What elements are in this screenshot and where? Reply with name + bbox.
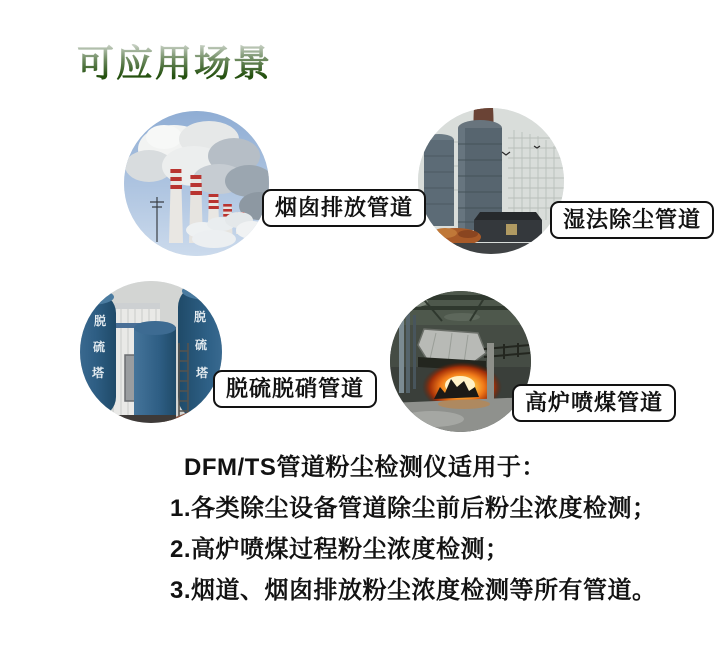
svg-text:塔: 塔 [92, 366, 105, 380]
photo-chimney-exhaust [124, 111, 269, 256]
roof-girders [390, 291, 531, 325]
description-heading: DFM/TS管道粉尘检测仪适用于： [184, 454, 546, 481]
photo-desulfurization [80, 281, 222, 423]
svg-text:脱: 脱 [194, 310, 207, 324]
photo-blast-furnace [390, 291, 531, 432]
blast-furnace-illustration [390, 291, 531, 432]
description-item-1: 1.各类除尘设备管道除尘前后粉尘浓度检测； [170, 495, 657, 522]
scenario-tag-wet-dedusting: 湿法除尘管道 [550, 201, 714, 239]
photo-wet-dedusting [418, 108, 564, 254]
smokestacks-illustration [124, 111, 269, 256]
center-tank [134, 321, 176, 415]
applicability-description [170, 453, 690, 606]
scenario-tag-chimney-exhaust: 烟囱排放管道 [262, 189, 426, 227]
svg-text:硫: 硫 [93, 340, 106, 354]
left-tower [424, 134, 454, 226]
description-item-2: 2.高炉喷煤过程粉尘浓度检测； [170, 536, 510, 563]
svg-text:塔: 塔 [196, 366, 209, 380]
svg-text:脱: 脱 [94, 314, 107, 328]
support-post [487, 343, 494, 405]
floor [390, 397, 531, 432]
scenario-tag-blast-furnace: 高炉喷煤管道 [512, 384, 676, 422]
description-item-3: 3.烟道、烟囱排放粉尘浓度检测等所有管道。 [170, 577, 657, 604]
left-pipes [399, 305, 416, 393]
left-tower [80, 289, 116, 417]
dark-building [474, 212, 542, 242]
ground-shadow [418, 243, 564, 254]
wet-scrubber-illustration [418, 108, 564, 254]
dark-strip [114, 415, 176, 423]
desulfurization-illustration [80, 281, 222, 423]
svg-text:硫: 硫 [195, 338, 208, 352]
scenario-tag-desulfurization: 脱硫脱硝管道 [213, 370, 377, 408]
page-title: 可应用场景 [77, 43, 272, 84]
